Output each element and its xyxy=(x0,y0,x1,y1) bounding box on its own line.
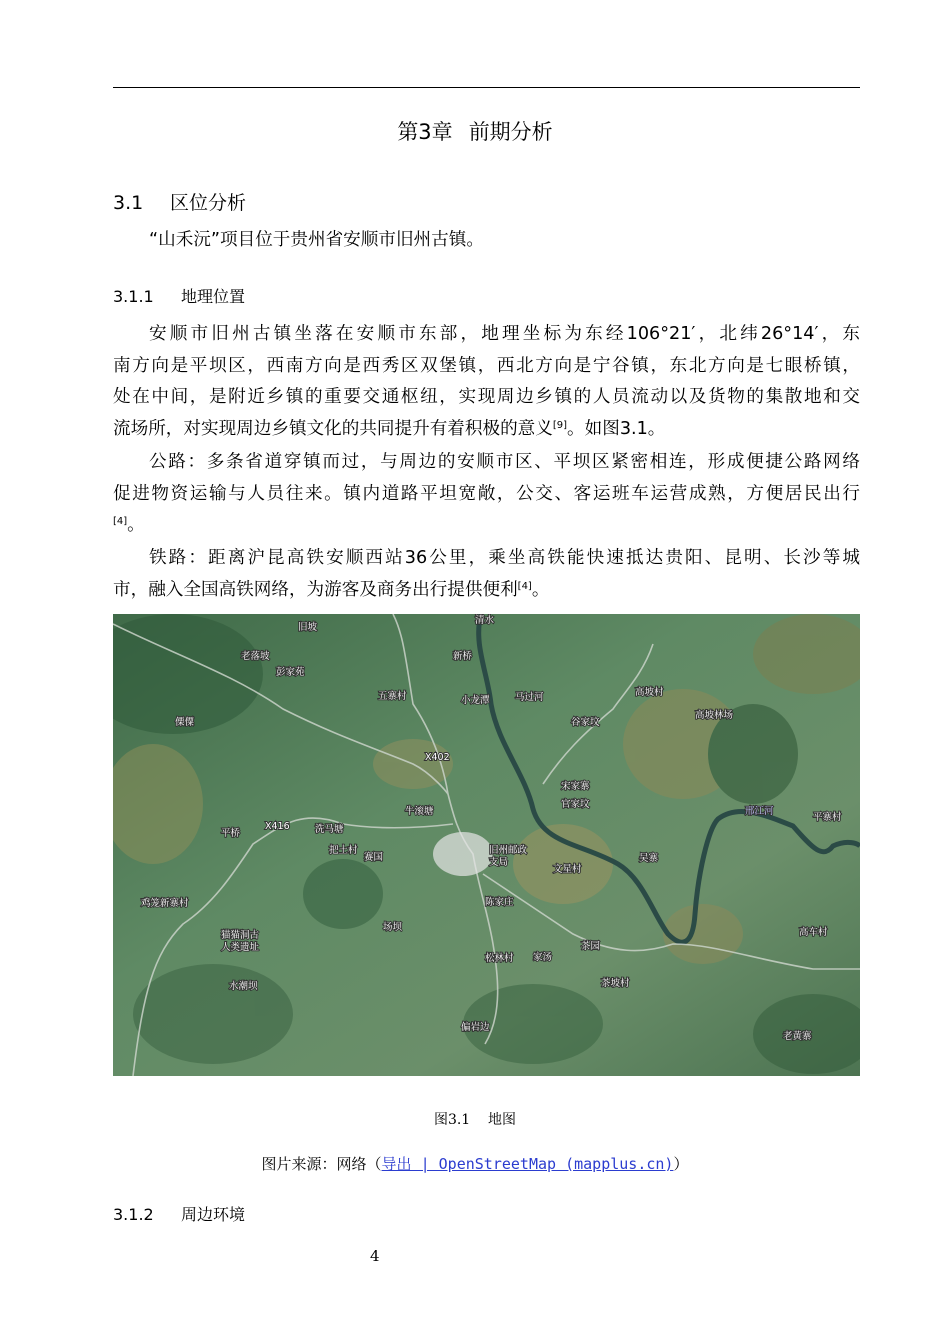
map-label: 水潮坝 xyxy=(229,981,258,992)
image-source xyxy=(0,1153,950,1174)
chapter-name: 前期分析 xyxy=(468,120,553,144)
section-title: 区位分析 xyxy=(170,192,247,214)
map-label: 松林村 xyxy=(485,953,514,964)
citation: [4] xyxy=(517,580,532,592)
source-suffix: ） xyxy=(673,1155,689,1173)
map-label: 旧州邮政 xyxy=(489,845,528,856)
intro-paragraph xyxy=(113,225,860,257)
text-line: 公路：多条省道穿镇而过，与周边的安顺市区、平坝区紧密相连，形成便捷公路网络 xyxy=(149,452,860,472)
map-label: 吴寨 xyxy=(639,853,659,864)
map-label: 新桥 xyxy=(453,651,473,662)
citation: [4] xyxy=(113,516,128,528)
citation: [9] xyxy=(552,420,568,432)
map-label: 宋家寨 xyxy=(561,781,590,792)
text-span: 市，融入全国高铁网络，为游客及商务出行提供便利 xyxy=(113,579,518,600)
map-label: 赛国 xyxy=(364,852,384,863)
intro-text: “山禾沅”项目位于贵州省安顺市旧州古镇。 xyxy=(149,230,484,250)
map-label: 猫猫洞古 xyxy=(221,930,260,941)
text-line: 安顺市旧州古镇坐落在安顺市东部，地理坐标为东经106°21′，北纬26°14′，东 xyxy=(149,324,860,344)
text-span: 。 xyxy=(531,579,550,600)
map-label: 邢江河 xyxy=(745,806,774,817)
map-label: 清水 xyxy=(475,615,495,626)
paragraph-road xyxy=(113,447,860,542)
map-label: 彭家苑 xyxy=(276,667,305,678)
map-label: 人类遗址 xyxy=(221,942,260,953)
map-label: 洗马塘 xyxy=(315,824,344,835)
subsection-heading-1 xyxy=(113,284,245,307)
caption-number: 图3.1 xyxy=(433,1112,471,1128)
map-label: 鸡笼新寨村 xyxy=(141,898,189,909)
map-image xyxy=(113,614,860,1076)
map-label: 马过河 xyxy=(515,692,544,703)
map-label: 支局 xyxy=(489,857,509,868)
caption-title: 地图 xyxy=(488,1112,517,1128)
map-label: 场坝 xyxy=(383,922,403,933)
text-span: 。 xyxy=(127,515,145,536)
text-line: 铁路：距离沪昆高铁安顺西站36公里，乘坐高铁能快速抵达贵阳、昆明、长沙等城 xyxy=(149,548,860,568)
map-label: 旧坡 xyxy=(298,622,318,633)
map-label: 高坡林场 xyxy=(695,710,734,721)
map-label: 傈僳 xyxy=(175,717,195,728)
subsection-number: 3.1.2 xyxy=(113,1205,154,1224)
subsection-heading-2 xyxy=(113,1202,245,1225)
subsection-title: 周边环境 xyxy=(181,1205,246,1224)
map-label: 牛滚塘 xyxy=(405,806,434,817)
figure-caption xyxy=(0,1109,950,1129)
text-span: 流场所，对实现周边乡镇文化的共同提升有着积极的意义 xyxy=(113,419,553,440)
chapter-title xyxy=(0,116,950,146)
subsection-title: 地理位置 xyxy=(181,287,246,306)
text-line: 促进物资运输与人员往来。镇内道路平坦宽敞，公交、客运班车运营成熟，方便居民出行 xyxy=(113,483,860,504)
header-rule xyxy=(113,87,860,88)
map-label: 茶园 xyxy=(581,941,601,952)
map-label: 高车村 xyxy=(799,927,828,938)
map-label: 老黄寨 xyxy=(783,1031,812,1042)
map-label: 小龙潭 xyxy=(461,695,490,706)
source-prefix: 图片来源：网络（ xyxy=(261,1155,382,1173)
map-label: 把土村 xyxy=(329,845,358,856)
paragraph-rail xyxy=(113,543,860,606)
text-line xyxy=(113,510,860,542)
page-number: 4 xyxy=(370,1247,380,1265)
text-line xyxy=(113,414,860,446)
map-label: 官家坟 xyxy=(561,799,590,810)
map-label: 文星村 xyxy=(553,864,582,875)
map-label: 平桥 xyxy=(221,828,241,839)
section-number: 3.1 xyxy=(113,192,144,214)
text-line: 处在中间，是附近乡镇的重要交通枢纽，实现周边乡镇的人员流动以及货物的集散地和交 xyxy=(113,387,860,408)
map-label: 平寨村 xyxy=(813,812,842,823)
town-area xyxy=(433,832,493,876)
paragraph-geography xyxy=(113,319,860,446)
section-heading xyxy=(113,188,246,215)
subsection-number: 3.1.1 xyxy=(113,287,154,306)
map-label: 五寨村 xyxy=(378,691,407,702)
text-line xyxy=(113,575,860,607)
map-label: 偏岩边 xyxy=(461,1022,490,1033)
text-span: 。如图3.1。 xyxy=(567,419,666,440)
map-label: 谷家坟 xyxy=(571,717,600,728)
map-label: 家汤 xyxy=(533,952,553,963)
map-label: 高坡村 xyxy=(635,687,664,698)
map-label: 陈家庄 xyxy=(485,897,514,908)
satellite-map-figure xyxy=(113,614,860,1076)
map-label: 茶坡村 xyxy=(601,978,630,989)
chapter-number: 第3章 xyxy=(397,120,453,144)
map-label: X402 xyxy=(425,752,450,763)
source-link[interactable]: 导出 | OpenStreetMap (mapplus.cn) xyxy=(381,1155,674,1173)
map-label: 老落坡 xyxy=(241,651,270,662)
map-label: X416 xyxy=(265,821,290,832)
text-line: 南方向是平坝区，西南方向是西秀区双堡镇，西北方向是宁谷镇，东北方向是七眼桥镇， xyxy=(113,355,860,376)
